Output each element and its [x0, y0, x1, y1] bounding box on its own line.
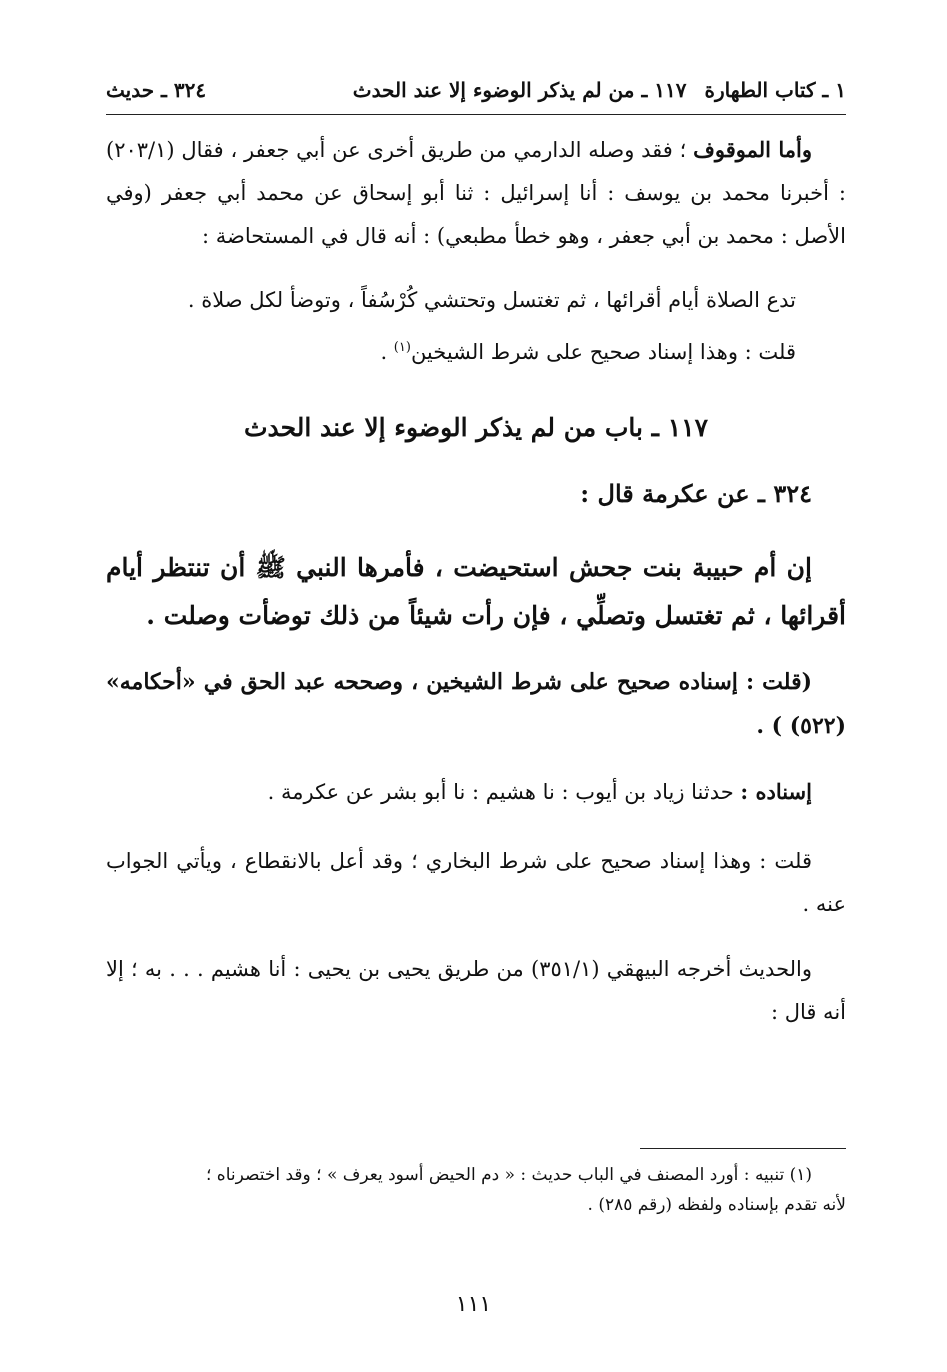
takhrij-paragraph: والحديث أخرجه البيهقي (٣٥١/١) من طريق يحيى بن يحيى : أنا هشيم . . . به ؛ إلا أنه قال :	[106, 957, 846, 1024]
page-body	[106, 128, 846, 1034]
header-hadith: ٣٢٤ ـ حديث	[106, 78, 207, 102]
qult1-text: قلت : وهذا إسناد صحيح على شرط الشيخين	[410, 340, 796, 364]
mawquf-text: ؛ فقد وصله الدارمي من طريق أخرى عن أبي جعفر ، فقال (٢٠٣/١) : أخبرنا محمد بن يوسف : أنا إسرائيل : ثنا أبو إسحاق عن محمد أبي جعفر (وفي الأصل : محمد بن أبي جعفر ، وهو خطأ مطبعي) : أنه قال في المستحاضة :	[106, 138, 846, 248]
quoted-text: تدع الصلاة أيام أقرائها ، ثم تغتسل وتحتشي كُرْسُفاً ، وتوضأ لكل صلاة .	[187, 288, 796, 312]
hadith-text: إن أم حبيبة بنت جحش استحيضت ، فأمرها النبي ﷺ أن تنتظر أيام أقرائها ، ثم تغتسل وتصلِّي ، فإن رأت شيئاً من ذلك توضأت وصلت .	[106, 553, 846, 630]
chapter-title: ١١٧ ـ باب من لم يذكر الوضوء إلا عند الحدث	[243, 413, 709, 442]
isnad-text: حدثنا زياد بن أيوب : نا هشيم : نا أبو بشر عن عكرمة .	[267, 780, 741, 804]
page-number: ١١١	[455, 1292, 492, 1317]
footnote-line-2: لأنه تقدم بإسناده ولفظه (رقم ٢٨٥) .	[587, 1195, 846, 1215]
hadith-number: ٣٢٤ ـ عن عكرمة قال :	[580, 479, 812, 508]
paragraph-mawquf	[106, 128, 846, 258]
footnote-divider	[640, 1148, 846, 1149]
isnad-paragraph	[106, 770, 846, 814]
header-chapter: ١١٧ ـ من لم يذكر الوضوء إلا عند الحدث	[352, 78, 687, 102]
footnote-ref: (١)	[393, 340, 411, 355]
header-book-chapter	[353, 78, 846, 102]
qult-bold-note: (قلت : إسناده صحيح على شرط الشيخين ، وصححه عبد الحق في «أحكامه» (٥٢٢) ) .	[106, 669, 846, 739]
header-book: ١ ـ كتاب الطهارة	[704, 78, 846, 102]
isnad-label: إسناده :	[740, 779, 812, 804]
qult-note-1	[106, 330, 846, 374]
footnote	[106, 1160, 846, 1220]
footnote-line-1: (١) تنبيه : أورد المصنف في الباب حديث : « دم الحيض أسود يعرف » ؛ وقد اختصرناه ؛	[205, 1165, 812, 1185]
qult1-end: .	[380, 340, 394, 364]
mawquf-label: وأما الموقوف	[693, 137, 812, 162]
qult-note-2: قلت : وهذا إسناد صحيح على شرط البخاري ؛ وقد أعل بالانقطاع ، ويأتي الجواب عنه .	[106, 849, 846, 916]
running-header	[106, 70, 846, 115]
